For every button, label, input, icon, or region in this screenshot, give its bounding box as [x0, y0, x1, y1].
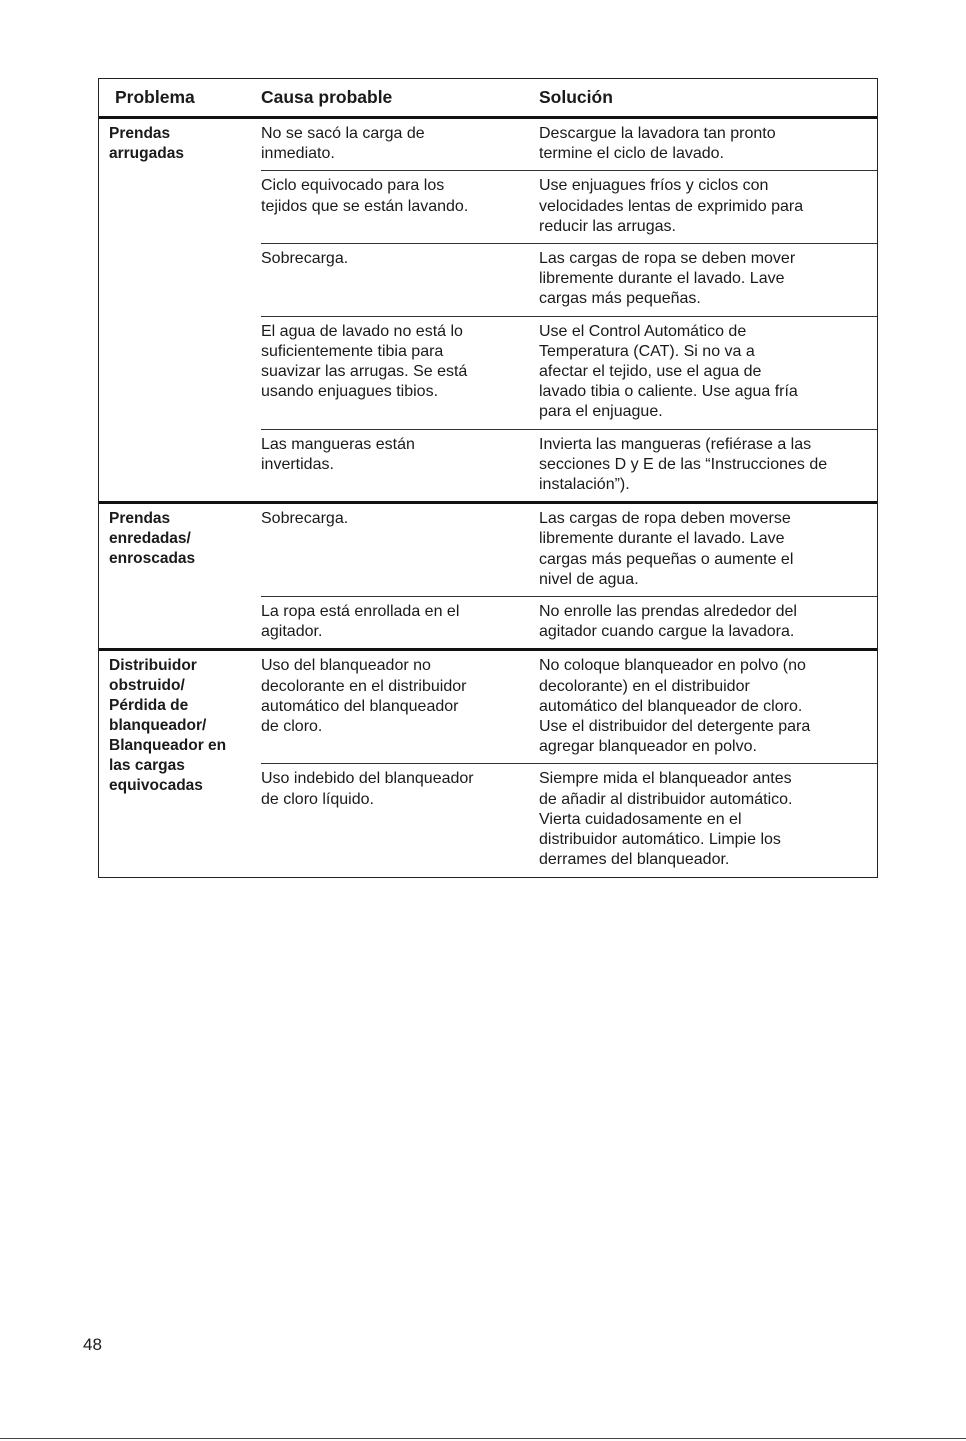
- cause-cell: No se sacó la carga de inmediato.: [261, 125, 425, 163]
- solution-cell: No enrolle las prendas alrededor del agitador cuando cargue la lavadora.: [539, 603, 797, 641]
- table-row: [261, 243, 877, 316]
- entries-list: [261, 119, 877, 501]
- problem-group-dispenser: [99, 648, 877, 876]
- entries-list: [261, 504, 877, 648]
- problem-label: Prendas enredadas/ enroscadas: [109, 510, 196, 568]
- problem-group-tangled: [99, 501, 877, 648]
- solution-cell: Use el Control Automático de Temperatura (CAT). Si no va a afectar el tejido, use el agua de lavado tibia o caliente. Use agua fría para el enjuague.: [539, 322, 798, 421]
- solution-cell: Siempre mida el blanqueador antes de añadir al distribuidor automático. Vierta cuidadosamente en el distribuidor automático. Limpie los derrames del blanqueador.: [539, 770, 793, 869]
- table-header: [99, 79, 877, 119]
- table-row: [261, 429, 877, 502]
- troubleshooting-table: [98, 78, 878, 878]
- problem-group-wrinkled: [99, 119, 877, 501]
- problem-label: Distribuidor obstruido/ Pérdida de blanqueador/ Blanqueador en las cargas equivocadas: [109, 657, 227, 795]
- table-row: [261, 170, 877, 243]
- entries-list: [261, 651, 877, 876]
- solution-cell: No coloque blanqueador en polvo (no decolorante) en el distribuidor automático del blanqueador de cloro. Use el distribuidor del detergente para agregar blanqueador en polvo.: [539, 657, 811, 756]
- solution-cell: Las cargas de ropa se deben mover libremente durante el lavado. Lave cargas más pequeñas.: [539, 250, 796, 308]
- cause-cell: Sobrecarga.: [261, 250, 349, 268]
- page-edge-divider: [0, 1438, 966, 1439]
- header-solution: Solución: [539, 87, 613, 107]
- cause-cell: Sobrecarga.: [261, 510, 349, 528]
- table-row: [261, 316, 877, 429]
- table-row: [261, 651, 877, 763]
- solution-cell: Use enjuagues fríos y ciclos con velocidades lentas de exprimido para reducir las arrugas.: [539, 177, 804, 235]
- page-number: 48: [83, 1335, 102, 1354]
- cause-cell: El agua de lavado no está lo suficientemente tibia para suavizar las arrugas. Se está usando enjuagues tibios.: [261, 322, 468, 401]
- solution-cell: Las cargas de ropa deben moverse libremente durante el lavado. Lave cargas más pequeñas o aumente el nivel de agua.: [539, 510, 794, 588]
- solution-cell: Descargue la lavadora tan pronto termine el ciclo de lavado.: [539, 125, 776, 163]
- table-row: [261, 504, 877, 596]
- header-cause: Causa probable: [261, 87, 393, 107]
- cause-cell: Las mangueras están invertidas.: [261, 435, 415, 473]
- table-row: [261, 596, 877, 648]
- cause-cell: Ciclo equivocado para los tejidos que se están lavando.: [261, 177, 469, 215]
- table-row: [261, 119, 877, 170]
- table-row: [261, 763, 877, 876]
- cause-cell: La ropa está enrollada en el agitador.: [261, 603, 460, 641]
- cause-cell: Uso indebido del blanqueador de cloro líquido.: [261, 770, 474, 808]
- header-problem: Problema: [115, 87, 195, 107]
- solution-cell: Invierta las mangueras (refiérase a las secciones D y E de las “Instrucciones de instalación”).: [539, 435, 828, 494]
- problem-label: Prendas arrugadas: [109, 125, 184, 162]
- cause-cell: Uso del blanqueador no decolorante en el distribuidor automático del blanqueador de cloro.: [261, 657, 467, 736]
